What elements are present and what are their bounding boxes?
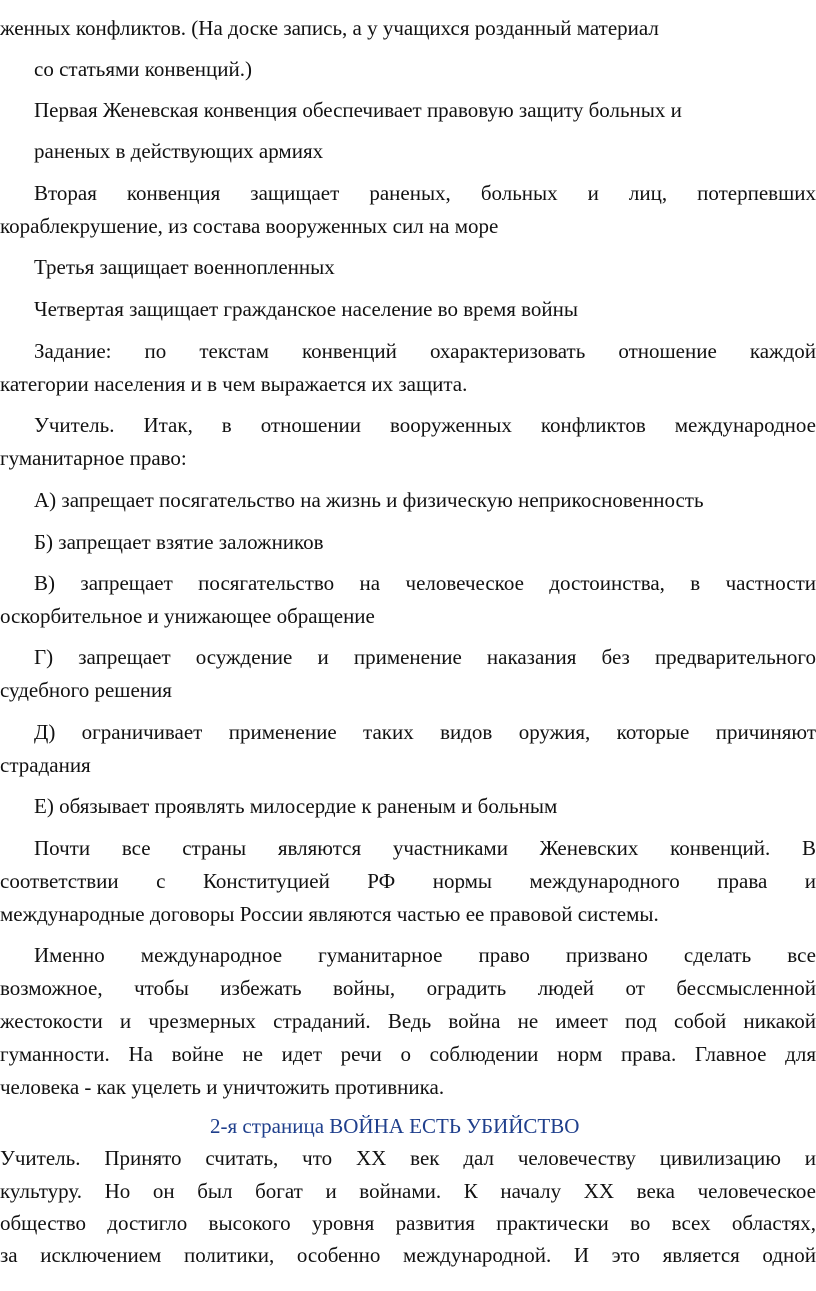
text-line: А) запрещает посягательство на жизнь и физическую неприкосновенность xyxy=(34,488,704,512)
text-line: кораблекрушение, из состава вооруженных сил на море xyxy=(0,214,499,238)
text-line: за исключением политики, особенно международной. И это является одной xyxy=(0,1243,816,1267)
text-line: гуманитарное право: xyxy=(0,446,187,470)
text-line: Б) запрещает взятие заложников xyxy=(34,530,324,554)
text-line: В) запрещает посягательство на человеческое достоинства, в частности xyxy=(34,571,816,595)
text-line: оскорбительное и унижающее обращение xyxy=(0,604,375,628)
text-line: гуманности. На войне не идет речи о соблюдении норм права. Главное для xyxy=(0,1042,816,1066)
text-line: страдания xyxy=(0,753,91,777)
text-line: Первая Женевская конвенция обеспечивает правовую защиту больных и xyxy=(34,98,682,122)
text-line: Четвертая защищает гражданское население во время войны xyxy=(34,297,579,321)
text-line: Е) обязывает проявлять милосердие к раненым и больным xyxy=(34,794,558,818)
text-line: категории населения и в чем выражается их защита. xyxy=(0,372,468,396)
text-line: Задание: по текстам конвенций охарактеризовать отношение каждой xyxy=(34,339,816,363)
text-line: раненых в действующих армиях xyxy=(34,139,324,163)
text-line: Д) ограничивает применение таких видов оружия, которые причиняют xyxy=(34,720,816,744)
text-line: Учитель. Принято считать, что XX век дал человечеству цивилизацию и xyxy=(0,1146,816,1170)
text-line: Г) запрещает осуждение и применение наказания без предварительного xyxy=(34,645,816,669)
text-line: человека - как уцелеть и уничтожить противника. xyxy=(0,1075,445,1099)
text-line: общество достигло высокого уровня развития практически во всех областях, xyxy=(0,1211,816,1235)
text-line: Именно международное гуманитарное право призвано сделать все xyxy=(34,943,816,967)
text-line: Учитель. Итак, в отношении вооруженных конфликтов международное xyxy=(34,413,816,437)
section-heading: 2-я страница ВОЙНА ЕСТЬ УБИЙСТВО xyxy=(210,1114,580,1138)
text-line: Третья защищает военнопленных xyxy=(34,255,335,279)
text-line: культуру. Но он был богат и войнами. К началу XX века человеческое xyxy=(0,1179,816,1203)
text-line: Вторая конвенция защищает раненых, больных и лиц, потерпевших xyxy=(34,181,816,205)
text-line: судебного решения xyxy=(0,678,172,702)
text-line: жестокости и чрезмерных страданий. Ведь война не имеет под собой никакой xyxy=(0,1009,816,1033)
text-line: Почти все страны являются участниками Женевских конвенций. В xyxy=(34,836,816,860)
text-line: женных конфликтов. (На доске запись, а у учащихся розданный материал xyxy=(0,16,659,40)
text-line: со статьями конвенций.) xyxy=(34,57,252,81)
text-line: соответствии с Конституцией РФ нормы международного права и xyxy=(0,869,816,893)
text-line: возможное, чтобы избежать войны, оградить людей от бессмысленной xyxy=(0,976,816,1000)
text-line: международные договоры России являются частью ее правовой системы. xyxy=(0,902,659,926)
